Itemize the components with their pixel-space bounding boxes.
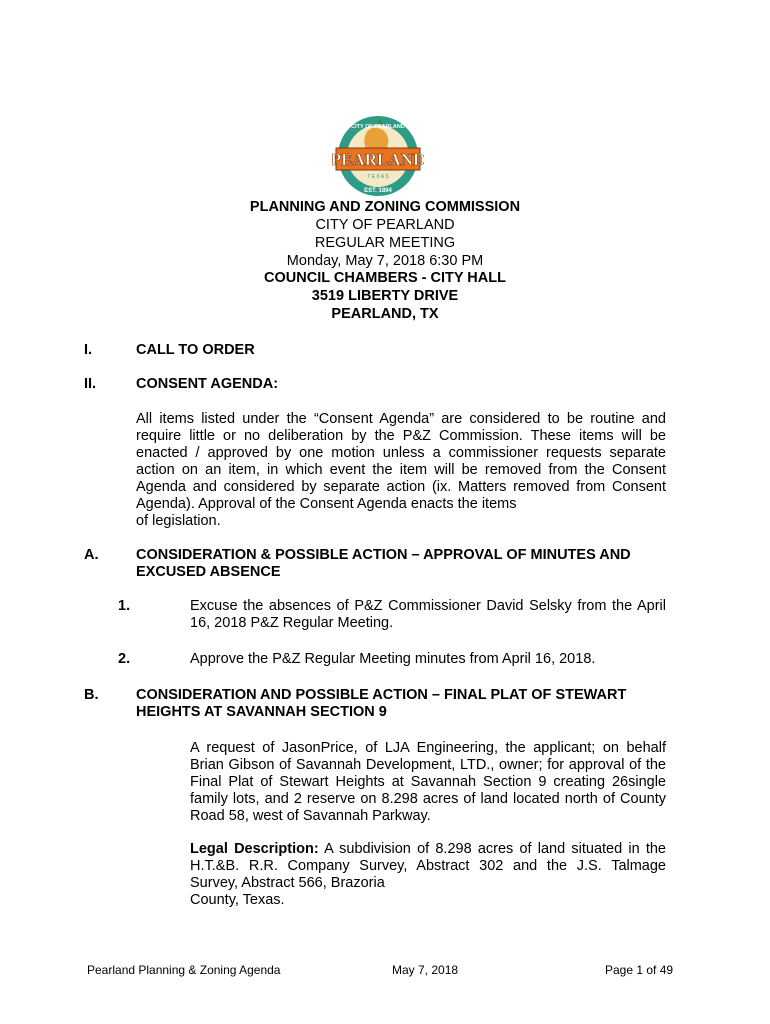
item-b-title-line2: HEIGHTS AT SAVANNAH SECTION 9 (136, 704, 387, 720)
legal-description-text: A subdivision of 8.298 acres of land situated in the H.T.&B. R.R. Company Survey, Abstract 302 and the J.S. Talmage Survey, Abstract 566, Brazoria (190, 841, 666, 891)
item-a-title-line1: CONSIDERATION & POSSIBLE ACTION – APPROVAL OF MINUTES AND (136, 547, 631, 563)
pearland-seal-logo (332, 114, 424, 200)
item-b-request-text: A request of JasonPrice, of LJA Engineering, the applicant; on behalf Brian Gibson of Savannah Development, LTD., owner; for approval of the Final Plat of Stewart Heights at Savannah Section 9 creating 26single family lots, and 2 reserve on 8.298 acres of land located north of County Road 58, west of Savannah Parkway. (190, 740, 666, 824)
item-a-sub1-text: Excuse the absences of P&Z Commissioner David Selsky from the April 16, 2018 P&Z Regular Meeting. (190, 598, 666, 631)
city-name: CITY OF PEARLAND (315, 217, 455, 233)
item-a-title-line2: EXCUSED ABSENCE (136, 564, 281, 580)
footer-left: Pearland Planning & Zoning Agenda (87, 963, 281, 977)
section-2-title: CONSENT AGENDA: (136, 376, 279, 392)
meeting-date: Monday, May 7, 2018 6:30 PM (286, 253, 484, 269)
meeting-type: REGULAR MEETING (314, 235, 456, 251)
item-a-sub2-text: Approve the P&Z Regular Meeting minutes from April 16, 2018. (190, 651, 596, 667)
meeting-citystate: PEARLAND, TX (331, 306, 439, 322)
item-a-letter: A. (84, 547, 99, 563)
item-a-sub1-number: 1. (118, 598, 131, 614)
item-b-legal-description (190, 841, 666, 892)
meeting-address: 3519 LIBERTY DRIVE (311, 288, 459, 304)
section-1-number: I. (84, 342, 93, 358)
footer-date: May 7, 2018 (392, 963, 459, 977)
section-1-title: CALL TO ORDER (136, 342, 255, 358)
section-2-number: II. (84, 376, 97, 392)
footer-page-number: Page 1 of 49 (605, 963, 674, 977)
consent-agenda-text-end: of legislation. (136, 513, 221, 529)
commission-title: PLANNING AND ZONING COMMISSION (249, 199, 521, 215)
logo-top-text: CITY OF PEARLAND (351, 124, 405, 130)
legal-description-label: Legal Description: (190, 841, 319, 857)
logo-state: T E X A S (367, 174, 389, 180)
logo-est: EST. 1894 (364, 188, 392, 194)
item-b-legal-end: County, Texas. (190, 892, 285, 908)
item-b-letter: B. (84, 687, 99, 703)
item-b-title-line1: CONSIDERATION AND POSSIBLE ACTION – FINAL PLAT OF STEWART (136, 687, 627, 703)
meeting-place: COUNCIL CHAMBERS - CITY HALL (264, 270, 506, 286)
logo-name: PEARLAND (332, 150, 424, 169)
consent-agenda-text: All items listed under the “Consent Agenda” are considered to be routine and require little or no deliberation by the P&Z Commission. These items will be enacted / approved by one motion unless a commissioner requests separate action on an item, in which event the item will be removed from the Consent Agenda and considered by separate action (ix. Matters removed from Consent Agenda). Approval of the Consent Agenda enacts the items (136, 411, 666, 512)
item-a-sub2-number: 2. (118, 651, 131, 667)
